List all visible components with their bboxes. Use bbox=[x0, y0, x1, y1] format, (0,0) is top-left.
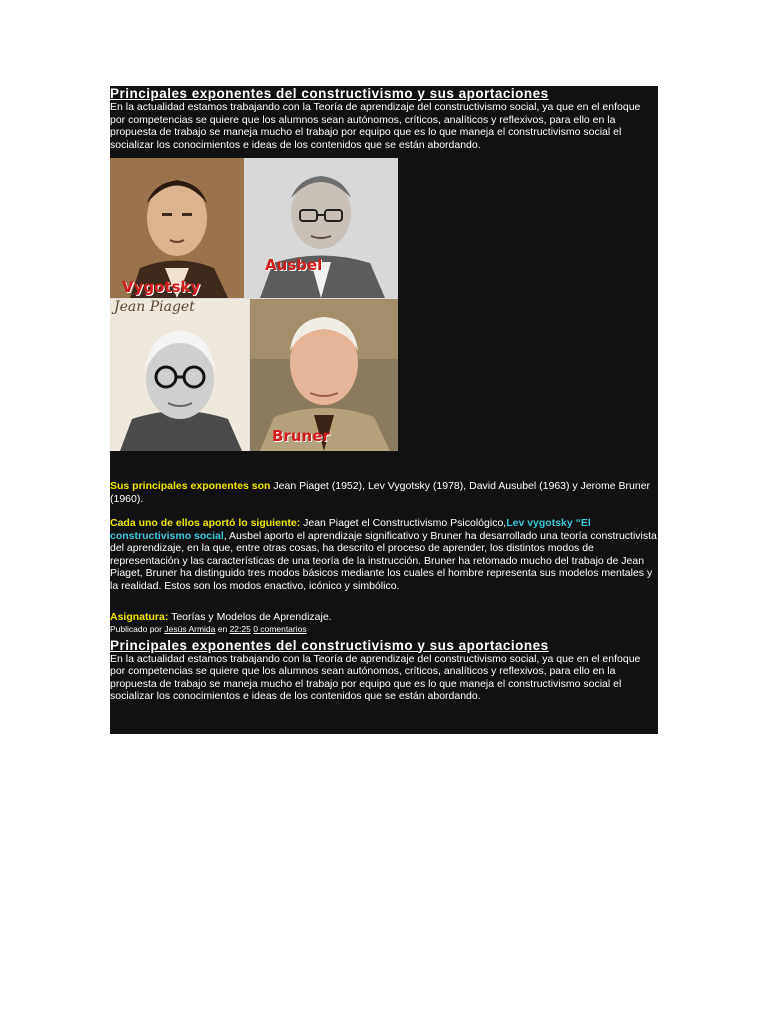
post-title-2[interactable]: Principales exponentes del constructivismo y sus aportaciones bbox=[110, 637, 549, 653]
exponents-paragraph bbox=[110, 480, 658, 505]
contributions-label: Cada uno de ellos aportó lo siguiente: bbox=[110, 517, 301, 529]
exponents-label: Sus principales exponentes son bbox=[110, 480, 271, 492]
contributions-text-1: Jean Piaget el Constructivismo Psicológico, bbox=[300, 517, 507, 529]
exponents-photo-collage bbox=[110, 158, 398, 451]
meta-on: en bbox=[215, 623, 230, 634]
subject-paragraph bbox=[110, 611, 658, 624]
vygotsky-link[interactable]: Lev vygotsky “El constructivismo social bbox=[110, 517, 591, 542]
author-link[interactable]: Jesús Armida bbox=[164, 623, 216, 634]
contributions-text-2: , Ausbel aporto el aprendizaje significativo y Bruner ha desarrollado una teoría constructivista del aprendizaje, en la que, entre otras cosas, ha descrito el proceso de aprender, los distintos modos de representación y las características de una teoría de la instrucción. Bruner ha retomado mucho del trabajo de Jean Piaget, Bruner ha distinguido tres modos básicos mediante los cuales el hombre representa sus modelos mentales y la realidad. Estos son los modos enactivo, icónico y simbólico. bbox=[110, 529, 657, 592]
photo-ausbel bbox=[245, 158, 398, 298]
comments-link[interactable]: 0 comentarios bbox=[253, 623, 307, 634]
post-time-link[interactable]: 22:25 bbox=[229, 623, 251, 634]
photo-bruner bbox=[250, 299, 398, 451]
blog-post-page bbox=[110, 86, 658, 734]
post-title[interactable]: Principales exponentes del constructivismo y sus aportaciones bbox=[110, 86, 549, 101]
photo-label-ausbel: Ausbel bbox=[265, 256, 323, 274]
subject-text: Teorías y Modelos de Aprendizaje. bbox=[168, 611, 332, 623]
post-intro: En la actualidad estamos trabajando con la Teoría de aprendizaje del constructivismo social, ya que en el enfoque por competencias se quiere que los alumnos sean autónomos, críticos, analíticos y reflexivos, para ello en la propuesta de trabajo se maneja mucho el trabajo por equipo que es lo que maneja el constructivismo social el socializar los conocimientos e ideas de los contenidos que se están abordando. bbox=[110, 101, 641, 151]
photo-label-bruner: Bruner bbox=[272, 427, 330, 445]
exponents-text: Jean Piaget (1952), Lev Vygotsky (1978), David Ausubel (1963) y Jerome Bruner (1960). bbox=[110, 480, 651, 505]
photo-label-vygotsky: Vygotsky bbox=[122, 278, 201, 296]
photo-piaget bbox=[110, 299, 249, 451]
post-meta bbox=[110, 624, 658, 634]
subject-label: Asignatura: bbox=[110, 611, 169, 623]
meta-prefix: Publicado por bbox=[110, 623, 165, 634]
post-intro-2: En la actualidad estamos trabajando con la Teoría de aprendizaje del constructivismo social, ya que en el enfoque por competencias se quiere que los alumnos sean autónomos, críticos, analíticos y reflexivos, para ello en la propuesta de trabajo se maneja mucho el trabajo por equipo que es lo que maneja el constructivismo social el socializar los conocimientos e ideas de los contenidos que se están abordando. bbox=[110, 652, 641, 702]
contributions-paragraph bbox=[110, 517, 658, 592]
photo-label-piaget: Jean Piaget bbox=[114, 299, 195, 315]
photo-vygotsky bbox=[110, 158, 244, 298]
